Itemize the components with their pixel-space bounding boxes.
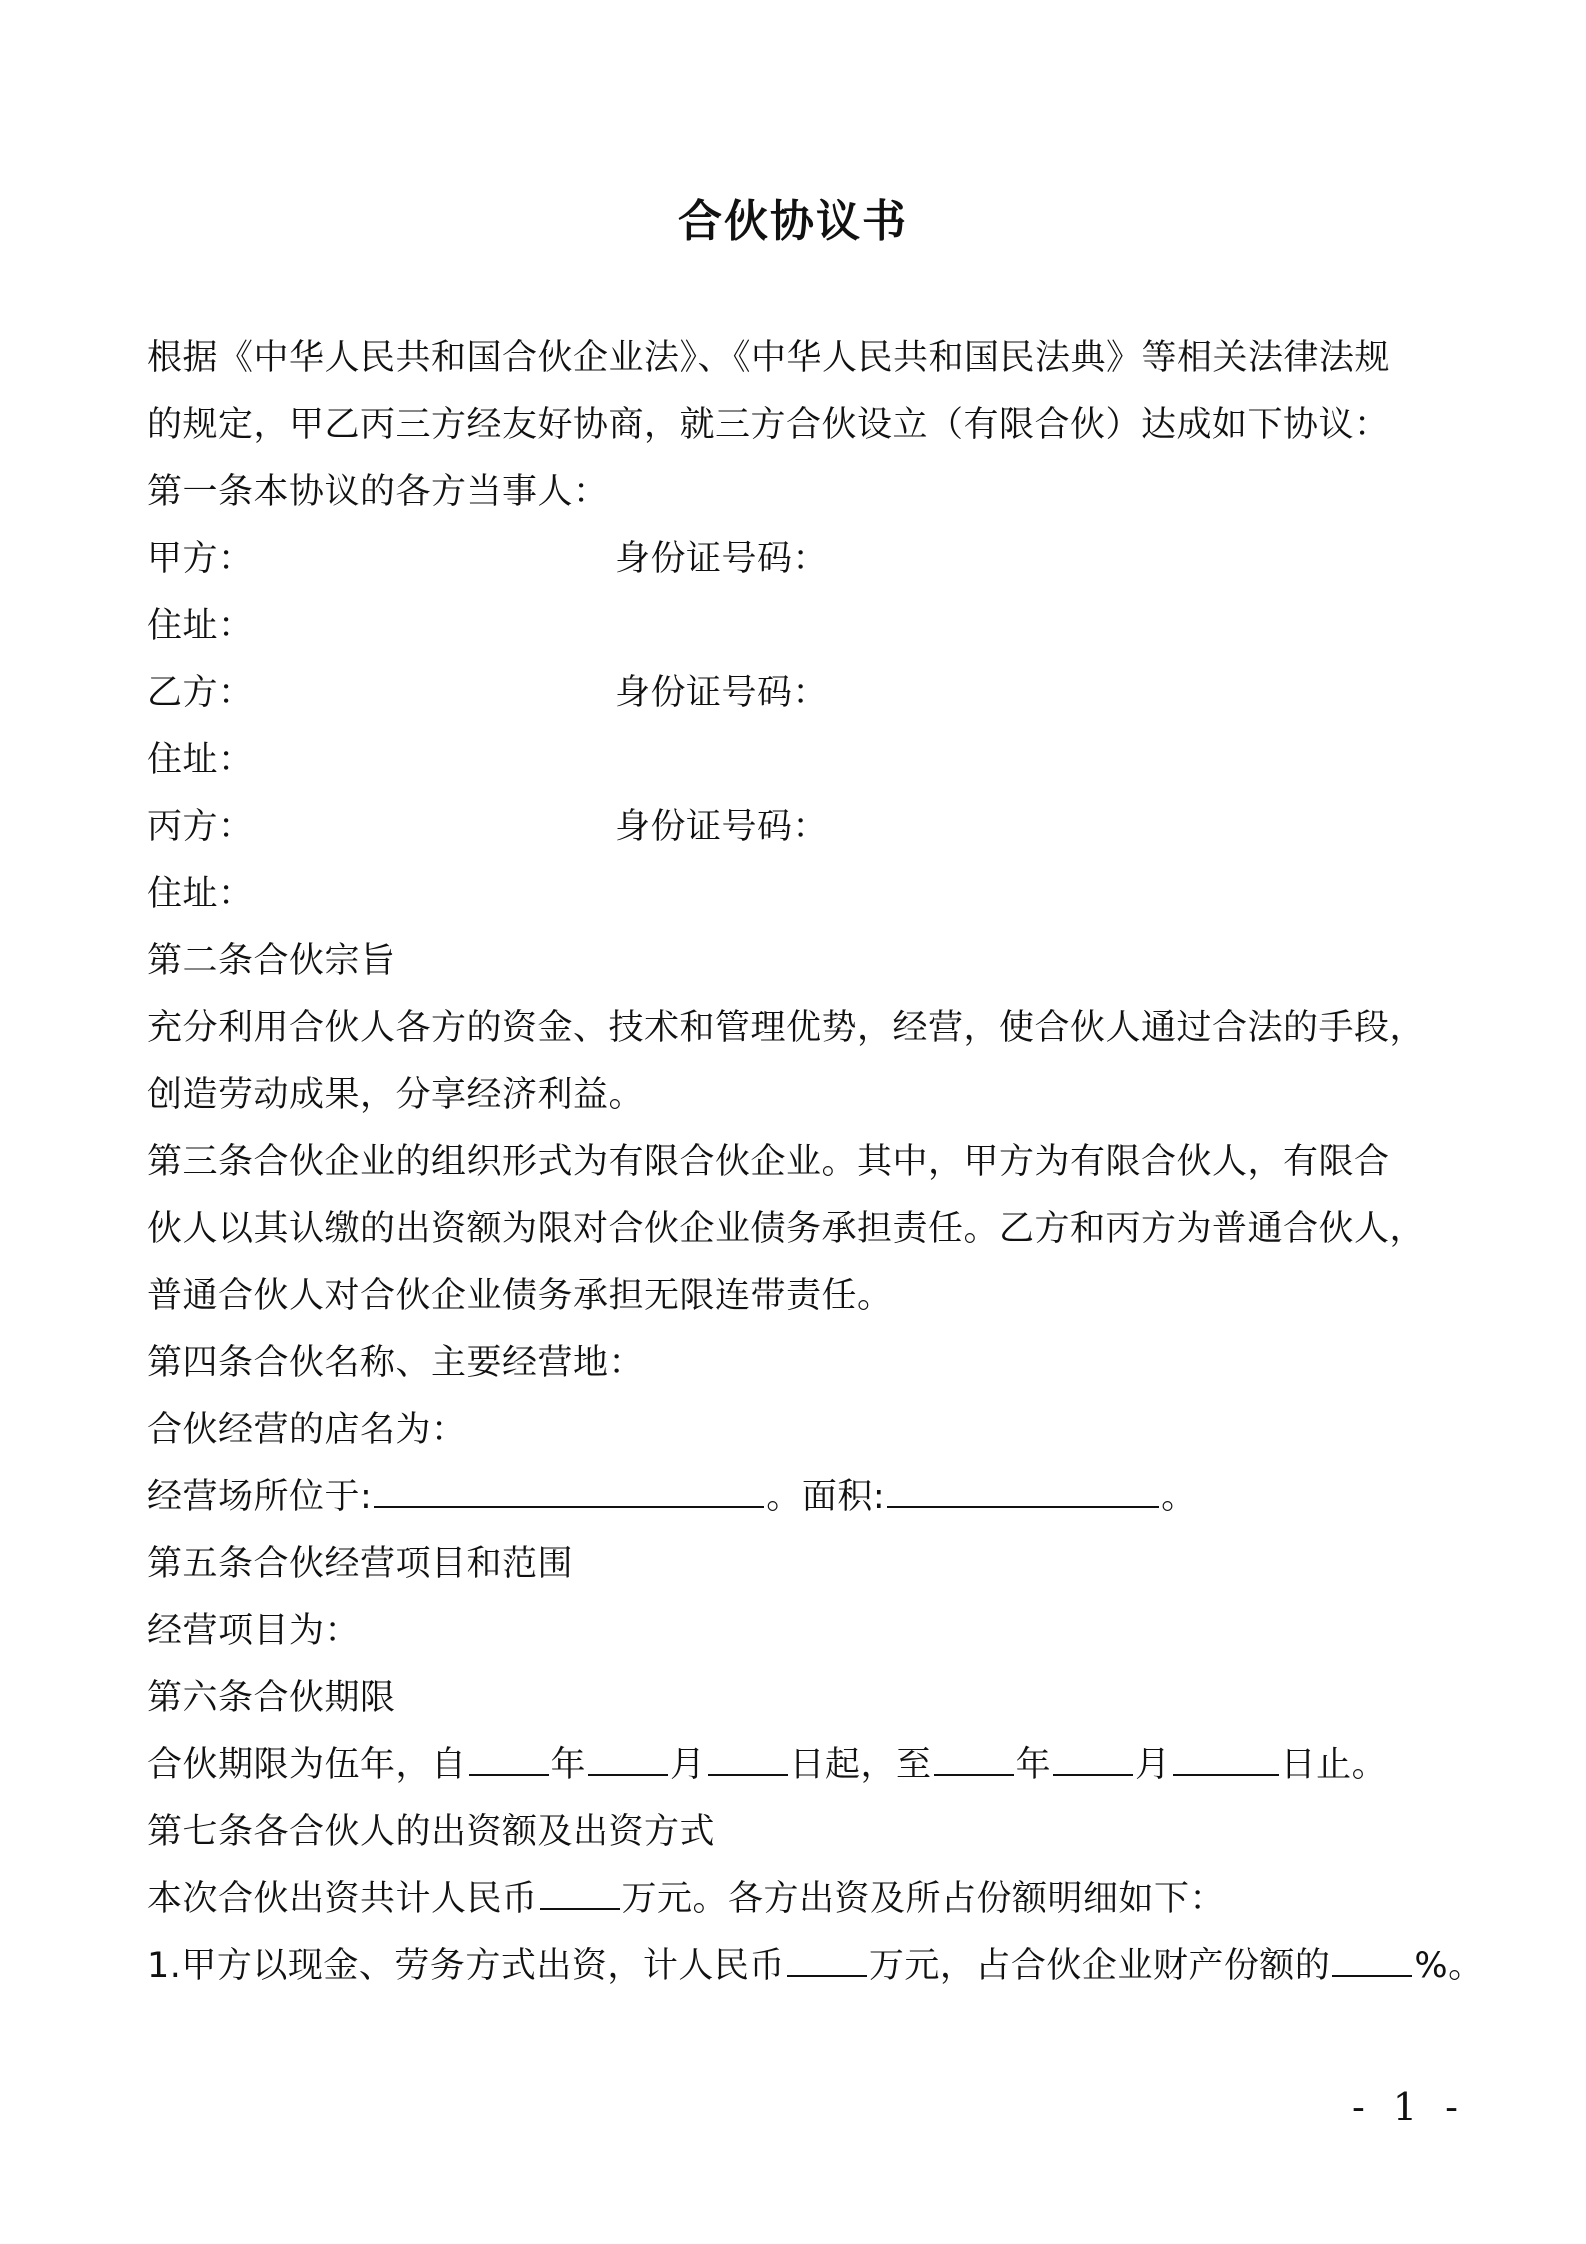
party-a-row	[147, 526, 1467, 593]
area-label: 面积:	[801, 1477, 886, 1517]
location-row	[147, 1464, 1467, 1531]
end-year-blank[interactable]	[934, 1740, 1014, 1776]
party-a-contribution-row	[147, 1933, 1484, 2000]
intro-line-2: 的规定，甲乙丙三方经友好协商，就三方合伙设立（有限合伙）达成如下协议：	[147, 405, 1390, 445]
article-2-line-2: 创造劳动成果，分享经济利益。	[147, 1075, 645, 1115]
party-a-label: 甲方：	[147, 539, 254, 579]
end-month-label: 月	[1135, 1745, 1171, 1785]
party-a-amount-blank[interactable]	[787, 1941, 867, 1977]
location-period: 。	[766, 1477, 802, 1517]
end-day-label: 日止。	[1280, 1745, 1388, 1785]
article-3-line-1: 第三条合伙企业的组织形式为有限合伙企业。其中，甲方为有限合伙人，有限合	[147, 1142, 1390, 1182]
total-capital-row	[147, 1866, 1467, 1933]
start-month-label: 月	[670, 1745, 706, 1785]
party-c-id-label: 身份证号码：	[615, 807, 829, 847]
document-title: 合伙协议书	[678, 196, 908, 247]
term-prefix: 合伙期限为伍年，自	[147, 1745, 467, 1785]
document-body	[147, 325, 1484, 2000]
party-b-row	[147, 660, 1467, 727]
article-5-heading: 第五条合伙经营项目和范围	[147, 1544, 574, 1584]
party-c-label: 丙方：	[147, 807, 254, 847]
total-capital-blank[interactable]	[540, 1874, 620, 1910]
article-2-line-1: 充分利用合伙人各方的资金、技术和管理优势，经营，使合伙人通过合法的手段，	[147, 1008, 1426, 1048]
total-capital-prefix: 本次合伙出资共计人民币	[147, 1879, 538, 1919]
article-1-heading: 第一条本协议的各方当事人：	[147, 472, 609, 512]
start-year-label: 年	[550, 1745, 587, 1785]
article-7-heading: 第七条各合伙人的出资额及出资方式	[147, 1812, 716, 1852]
party-a-contribution-suffix: %。	[1414, 1946, 1484, 1986]
party-a-id-label: 身份证号码：	[615, 539, 829, 579]
end-month-blank[interactable]	[1053, 1740, 1133, 1776]
location-blank[interactable]	[374, 1472, 764, 1508]
end-day-blank[interactable]	[1173, 1740, 1279, 1776]
start-month-blank[interactable]	[588, 1740, 668, 1776]
term-row	[147, 1732, 1467, 1799]
intro-line-1: 根据《中华人民共和国合伙企业法》、《中华人民共和国民法典》等相关法律法规	[147, 338, 1391, 378]
party-b-address-label: 住址：	[147, 740, 254, 780]
party-a-address-label: 住址：	[147, 606, 254, 646]
article-6-heading: 第六条合伙期限	[147, 1678, 396, 1718]
start-day-blank[interactable]	[708, 1740, 788, 1776]
article-3-line-3: 普通合伙人对合伙企业债务承担无限连带责任。	[147, 1276, 893, 1316]
party-a-contribution-mid: 万元，占合伙企业财产份额的	[868, 1946, 1331, 1986]
total-capital-suffix: 万元。各方出资及所占份额明细如下：	[621, 1879, 1226, 1919]
article-2-heading: 第二条合伙宗旨	[147, 941, 396, 981]
store-name-label: 合伙经营的店名为：	[147, 1410, 467, 1450]
party-a-share-blank[interactable]	[1332, 1941, 1412, 1977]
start-year-blank[interactable]	[469, 1740, 549, 1776]
article-3-line-2: 伙人以其认缴的出资额为限对合伙企业债务承担责任。乙方和丙方为普通合伙人，	[147, 1209, 1426, 1249]
page-number: - 1 -	[1351, 2085, 1466, 2129]
area-period: 。	[1161, 1477, 1197, 1517]
business-items-label: 经营项目为：	[147, 1611, 361, 1651]
party-b-id-label: 身份证号码：	[615, 673, 829, 713]
location-label: 经营场所位于:	[147, 1477, 373, 1517]
party-c-row	[147, 794, 1467, 861]
article-4-heading: 第四条合伙名称、主要经营地：	[147, 1343, 645, 1383]
area-blank[interactable]	[887, 1472, 1159, 1508]
party-c-address-label: 住址：	[147, 874, 254, 914]
party-b-label: 乙方：	[147, 673, 254, 713]
party-a-contribution-prefix: 1.甲方以现金、劳务方式出资，计人民币	[147, 1946, 785, 1986]
start-day-label: 日起，至	[789, 1745, 932, 1785]
end-year-label: 年	[1015, 1745, 1052, 1785]
